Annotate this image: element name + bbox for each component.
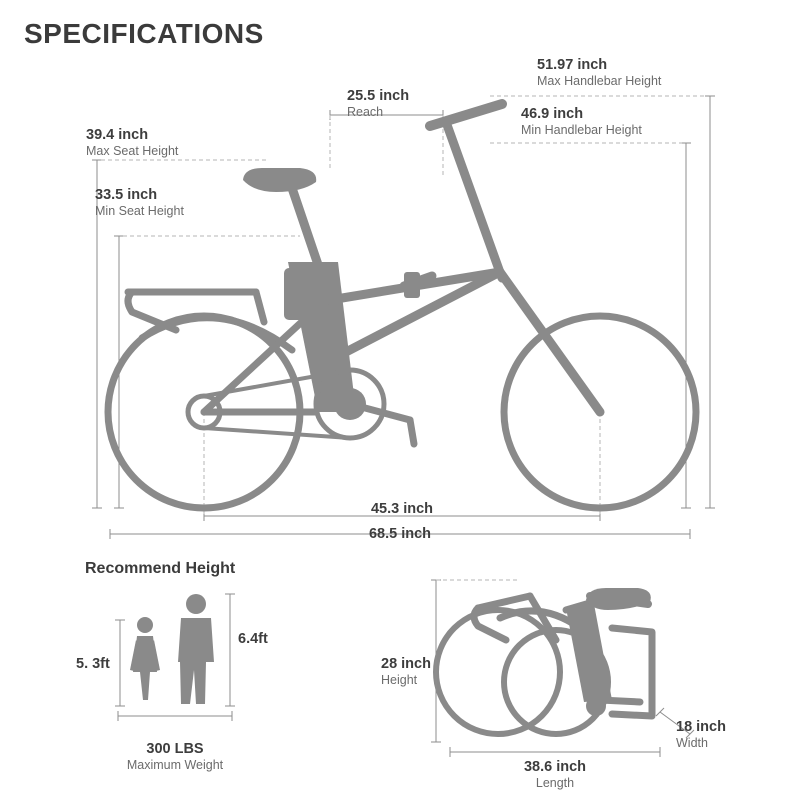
bike-side-view bbox=[108, 104, 696, 508]
label-folded-width: 18 inch Width bbox=[676, 719, 726, 751]
label-min-seat-height: 33.5 inch Min Seat Height bbox=[95, 187, 184, 219]
rider-female-silhouette bbox=[130, 617, 160, 700]
bike-folded-view bbox=[431, 580, 694, 757]
label-wheelbase: 45.3 inch bbox=[370, 501, 434, 517]
label-reach: 25.5 inch Reach bbox=[347, 88, 410, 120]
label-total-length: 68.5 inch bbox=[368, 526, 432, 542]
recommend-height-heading: Recommend Height bbox=[85, 560, 236, 577]
label-max-handlebar-height: 51.97 inch Max Handlebar Height bbox=[537, 57, 662, 89]
rider-male-silhouette bbox=[178, 594, 214, 704]
dimension-guides-main bbox=[92, 96, 715, 539]
label-folded-length: 38.6 inch Length bbox=[523, 759, 587, 791]
label-folded-height: 28 inch Height bbox=[381, 656, 431, 688]
label-max-seat-height: 39.4 inch Max Seat Height bbox=[86, 127, 179, 159]
label-min-rider-height: 5. 3ft bbox=[76, 656, 110, 672]
label-max-rider-height: 6.4ft bbox=[238, 631, 268, 647]
label-min-handlebar-height: 46.9 inch Min Handlebar Height bbox=[521, 106, 642, 138]
rider-height-illustration bbox=[115, 594, 235, 721]
page-title: SPECIFICATIONS bbox=[24, 18, 264, 49]
label-maximum-weight: 300 LBS Maximum Weight bbox=[126, 741, 224, 773]
